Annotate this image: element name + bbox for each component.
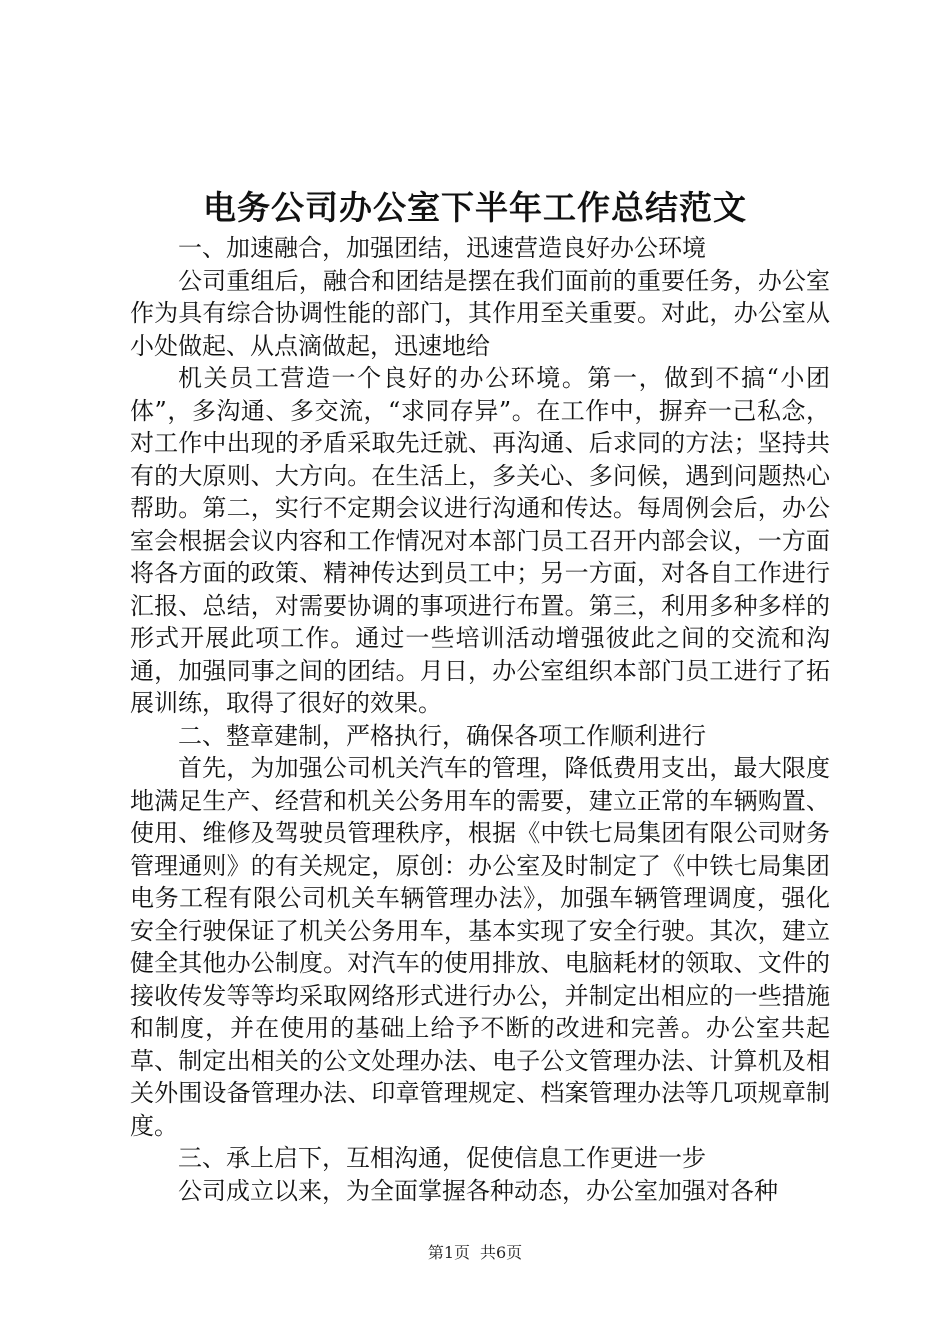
section-heading-2: 二、整章建制，严格执行，确保各项工作顺利进行: [178, 721, 706, 750]
document-title: 电务公司办公室下半年工作总结范文: [203, 188, 747, 227]
page-footer: [0, 1242, 950, 1264]
page-total: 共6页: [480, 1243, 523, 1262]
section-heading-1: 一、加速融合，加强团结，迅速营造良好办公环境: [178, 234, 706, 262]
section-heading-3: 三、承上启下，互相沟通，促使信息工作更进一步: [178, 1144, 706, 1172]
document-body: [130, 232, 830, 1207]
body-paragraph: 公司重组后，融合和团结是摆在我们面前的重要任务，办公室作为具有综合协调性能的部门，其作用至关重要。对此，办公室从小处做起、从点滴做起，迅速地给: [130, 266, 830, 360]
body-paragraph: 公司成立以来，为全面掌握各种动态，办公室加强对各种: [178, 1176, 778, 1205]
page-number: 第1页: [427, 1243, 470, 1262]
body-paragraph: 机关员工营造一个良好的办公环境。第一，做到不搞“小团体”，多沟通、多交流，“求同存异”。在工作中，摒弃一己私念，对工作中出现的矛盾采取先迁就、再沟通、后求同的方法；坚持共有的大原则、大方向。在生活上，多关心、多问候，遇到问题热心帮助。第二，实行不定期会议进行沟通和传达。每周例会后，办公室会根据会议内容和工作情况对本部门员工召开内部会议，一方面将各方面的政策、精神传达到员工中；另一方面，对各自工作进行汇报、总结，对需要协调的事项进行布置。第三，利用多种多样的形式开展此项工作。通过一些培训活动增强彼此之间的交流和沟通，加强同事之间的团结。月日，办公室组织本部门员工进行了拓展训练，取得了很好的效果。: [130, 364, 830, 717]
body-paragraph: 首先，为加强公司机关汽车的管理，降低费用支出，最大限度地满足生产、经营和机关公务用车的需要，建立正常的车辆购置、使用、维修及驾驶员管理秩序，根据《中铁七局集团有限公司财务管理通则》的有关规定，原创：办公室及时制定了《中铁七局集团电务工程有限公司机关车辆管理办法》，加强车辆管理调度，强化安全行驶保证了机关公务用车，基本实现了安全行驶。其次，建立健全其他办公制度。对汽车的使用排放、电脑耗材的领取、文件的接收传发等等均采取网络形式进行办公，并制定出相应的一些措施和制度，并在使用的基础上给予不断的改进和完善。办公室共起草、制定出相关的公文处理办法、电子公文管理办法、计算机及相关外围设备管理办法、印章管理规定、档案管理办法等几项规章制度。: [130, 754, 830, 1140]
